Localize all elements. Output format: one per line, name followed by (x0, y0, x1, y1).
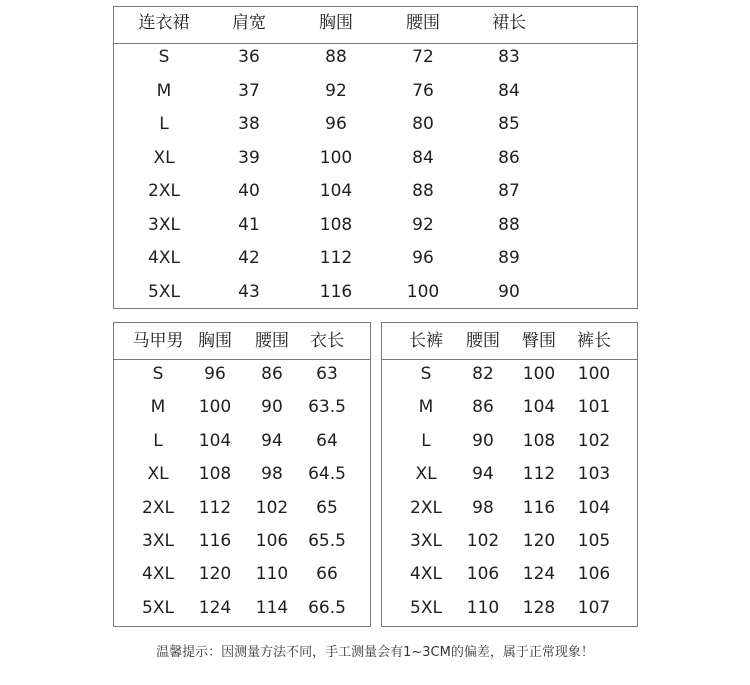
dress-size-label: 3XL (148, 214, 180, 235)
dress-value-cell: 90 (498, 281, 520, 302)
vest-value-cell: 65 (316, 497, 338, 518)
pants-size-label: M (418, 397, 434, 418)
vest-size-label: 4XL (142, 564, 174, 585)
pants-value-cell: 82 (472, 364, 494, 384)
dress-value-cell: 116 (319, 281, 353, 302)
pants-size-label: L (421, 430, 431, 451)
pants-header-cell: 腰围 (466, 331, 500, 351)
dress-value-cell: 100 (319, 147, 353, 168)
dress-value-cell: 88 (325, 47, 347, 67)
vest-size-label: L (153, 430, 163, 451)
dress-size-table (113, 6, 638, 309)
pants-value-cell: 105 (577, 531, 611, 551)
vest-size-label: 2XL (142, 497, 174, 518)
pants-value-cell: 124 (522, 564, 556, 585)
pants-value-cell: 104 (577, 497, 611, 518)
dress-value-cell: 100 (406, 281, 440, 302)
dress-value-cell: 112 (319, 248, 353, 268)
pants-value-cell: 120 (522, 531, 556, 551)
dress-value-cell: 41 (238, 214, 260, 235)
vest-header-cell: 腰围 (255, 331, 289, 351)
pants-header-cell: 臀围 (522, 331, 556, 351)
vest-value-cell: 65.5 (308, 531, 346, 551)
dress-value-cell: 92 (412, 214, 434, 235)
pants-size-label: XL (415, 464, 437, 485)
dress-value-cell: 37 (238, 80, 260, 101)
dress-size-label: M (156, 80, 172, 101)
pants-value-cell: 102 (466, 531, 500, 551)
vest-header-cell: 马甲男 (132, 331, 184, 351)
vest-value-cell: 104 (198, 430, 232, 451)
dress-value-cell: 43 (238, 281, 260, 302)
pants-size-label: S (420, 364, 432, 384)
pants-value-cell: 128 (522, 597, 556, 618)
dress-value-cell: 84 (412, 147, 434, 168)
vest-header-cell: 衣长 (310, 331, 344, 351)
pants-value-cell: 108 (522, 430, 556, 451)
measurement-note: 温馨提示：因测量方法不同，手工测量会有1~3CM的偏差，属于正常现象！ (156, 645, 594, 660)
vest-value-cell: 124 (198, 597, 232, 618)
dress-header-cell: 裙长 (492, 13, 526, 33)
vest-value-cell: 114 (255, 597, 289, 618)
pants-size-label: 3XL (410, 531, 442, 551)
dress-header-cell: 胸围 (319, 13, 353, 33)
vest-value-cell: 102 (255, 497, 289, 518)
pants-value-cell: 104 (522, 397, 556, 418)
pants-size-label: 5XL (410, 597, 442, 618)
pants-size-label: 2XL (410, 497, 442, 518)
pants-value-cell: 94 (472, 464, 494, 485)
vest-size-table (113, 322, 371, 627)
vest-size-label: XL (147, 464, 169, 485)
vest-value-cell: 63.5 (308, 397, 346, 418)
pants-value-cell: 110 (466, 597, 500, 618)
dress-size-label: S (158, 47, 170, 67)
dress-value-cell: 96 (412, 248, 434, 268)
vest-value-cell: 64.5 (308, 464, 346, 485)
dress-header-cell: 连衣裙 (138, 13, 190, 33)
vest-value-cell: 116 (198, 531, 232, 551)
vest-value-cell: 120 (198, 564, 232, 585)
dress-value-cell: 89 (498, 248, 520, 268)
vest-value-cell: 100 (198, 397, 232, 418)
vest-value-cell: 110 (255, 564, 289, 585)
dress-value-cell: 84 (498, 80, 520, 101)
vest-value-cell: 90 (261, 397, 283, 418)
pants-value-cell: 106 (577, 564, 611, 585)
vest-value-cell: 108 (198, 464, 232, 485)
vest-size-label: 5XL (142, 597, 174, 618)
dress-value-cell: 42 (238, 248, 260, 268)
vest-value-cell: 98 (261, 464, 283, 485)
pants-size-table (381, 322, 638, 627)
vest-value-cell: 112 (198, 497, 232, 518)
pants-value-cell: 116 (522, 497, 556, 518)
dress-value-cell: 85 (498, 114, 520, 134)
pants-value-cell: 102 (577, 430, 611, 451)
vest-size-label: S (152, 364, 164, 384)
dress-value-cell: 92 (325, 80, 347, 101)
dress-value-cell: 39 (238, 147, 260, 168)
pants-header-cell: 裤长 (577, 331, 611, 351)
dress-value-cell: 38 (238, 114, 260, 134)
dress-size-label: 5XL (148, 281, 180, 302)
vest-header-cell: 胸围 (198, 331, 232, 351)
vest-value-cell: 66 (316, 564, 338, 585)
dress-value-cell: 40 (238, 181, 260, 201)
vest-size-label: M (150, 397, 166, 418)
pants-value-cell: 100 (577, 364, 611, 384)
pants-value-cell: 100 (522, 364, 556, 384)
dress-value-cell: 83 (498, 47, 520, 67)
dress-size-label: L (159, 114, 169, 134)
pants-value-cell: 103 (577, 464, 611, 485)
dress-size-label: XL (153, 147, 175, 168)
pants-value-cell: 98 (472, 497, 494, 518)
pants-value-cell: 86 (472, 397, 494, 418)
vest-value-cell: 94 (261, 430, 283, 451)
vest-value-cell: 106 (255, 531, 289, 551)
dress-value-cell: 80 (412, 114, 434, 134)
vest-size-label: 3XL (142, 531, 174, 551)
dress-value-cell: 96 (325, 114, 347, 134)
pants-value-cell: 112 (522, 464, 556, 485)
dress-size-label: 4XL (148, 248, 180, 268)
dress-value-cell: 76 (412, 80, 434, 101)
pants-size-label: 4XL (410, 564, 442, 585)
dress-value-cell: 88 (498, 214, 520, 235)
pants-header-cell: 长裤 (409, 331, 443, 351)
pants-value-cell: 107 (577, 597, 611, 618)
vest-value-cell: 86 (261, 364, 283, 384)
pants-value-cell: 101 (577, 397, 611, 418)
pants-value-cell: 90 (472, 430, 494, 451)
dress-header-cell: 肩宽 (232, 13, 266, 33)
vest-value-cell: 63 (316, 364, 338, 384)
dress-value-cell: 87 (498, 181, 520, 201)
vest-value-cell: 66.5 (308, 597, 346, 618)
dress-value-cell: 104 (319, 181, 353, 201)
vest-value-cell: 96 (204, 364, 226, 384)
pants-value-cell: 106 (466, 564, 500, 585)
dress-value-cell: 86 (498, 147, 520, 168)
dress-value-cell: 72 (412, 47, 434, 67)
dress-value-cell: 88 (412, 181, 434, 201)
dress-size-label: 2XL (148, 181, 180, 201)
dress-value-cell: 36 (238, 47, 260, 67)
vest-value-cell: 64 (316, 430, 338, 451)
dress-value-cell: 108 (319, 214, 353, 235)
dress-header-cell: 腰围 (406, 13, 440, 33)
